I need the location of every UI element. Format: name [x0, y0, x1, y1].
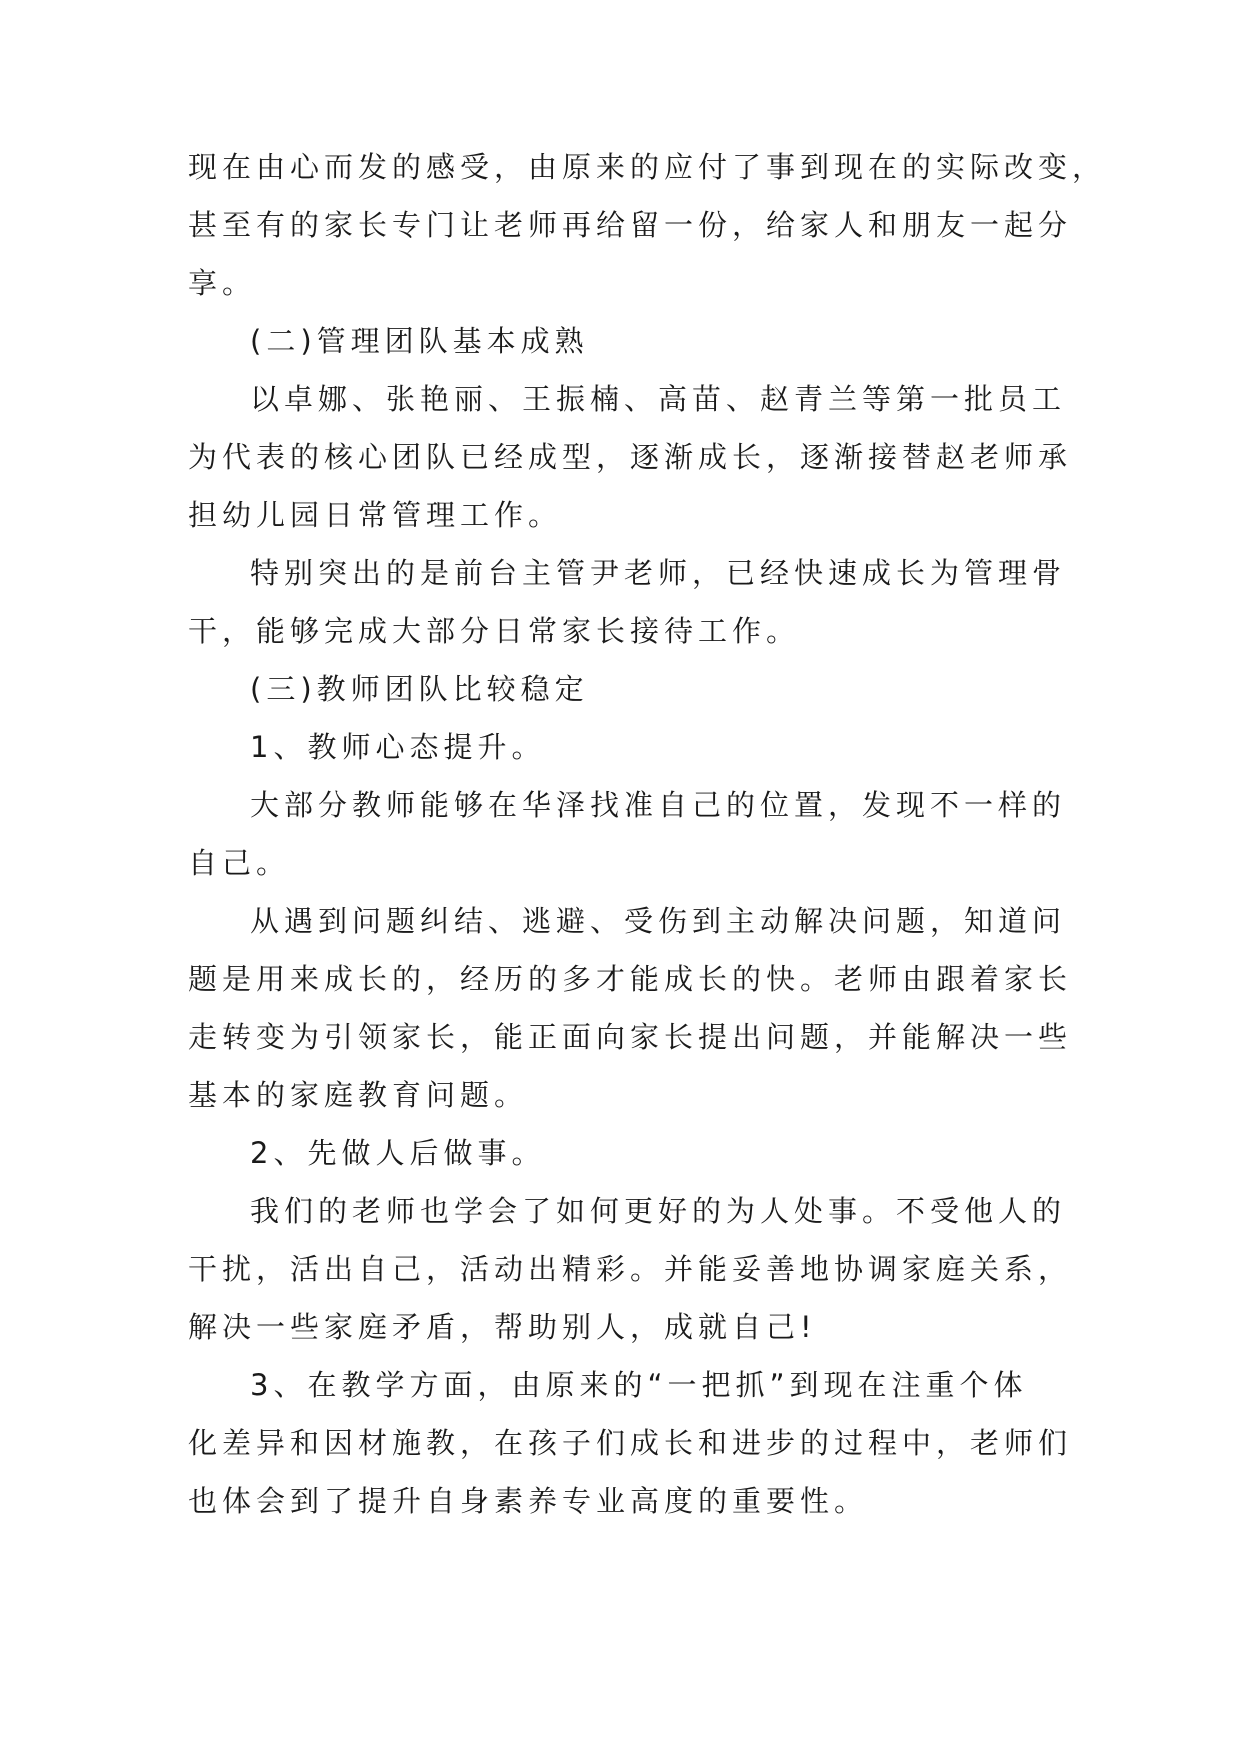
text-line: 基本的家庭教育问题。 [188, 1078, 529, 1112]
subheading-be-person-first: 2、先做人后做事。 [250, 1136, 546, 1170]
text-line: 以卓娜、张艳丽、王振楠、高苗、赵青兰等第一批员工 [250, 382, 1067, 416]
text-line: 化差异和因材施教，在孩子们成长和进步的过程中，老师们 [188, 1426, 1073, 1460]
text-line: 也体会到了提升自身素养专业高度的重要性。 [188, 1484, 869, 1518]
text-line: 为代表的核心团队已经成型，逐渐成长，逐渐接替赵老师承 [188, 440, 1073, 474]
text-line: 现在由心而发的感受，由原来的应付了事到现在的实际改变， [188, 150, 1107, 184]
text-line: 干扰，活出自己，活动出精彩。并能妥善地协调家庭关系， [188, 1252, 1073, 1286]
text-line: 甚至有的家长专门让老师再给留一份，给家人和朋友一起分 [188, 208, 1073, 242]
text-line: 干，能够完成大部分日常家长接待工作。 [188, 614, 801, 648]
section-heading-management-team: (二)管理团队基本成熟 [250, 324, 589, 358]
text-line: 解决一些家庭矛盾，帮助别人，成就自己! [188, 1310, 817, 1344]
text-line: 担幼儿园日常管理工作。 [188, 498, 563, 532]
text-line: 享。 [188, 266, 257, 300]
section-heading-teacher-team: (三)教师团队比较稳定 [250, 672, 589, 706]
text-line: 走转变为引领家长，能正面向家长提出问题，并能解决一些 [188, 1020, 1073, 1054]
text-line: 自己。 [188, 846, 291, 880]
text-line: 从遇到问题纠结、逃避、受伤到主动解决问题，知道问 [250, 904, 1067, 938]
text-line: 题是用来成长的，经历的多才能成长的快。老师由跟着家长 [188, 962, 1073, 996]
subheading-teacher-mindset: 1、教师心态提升。 [250, 730, 546, 764]
text-line: 特别突出的是前台主管尹老师，已经快速成长为管理骨 [250, 556, 1067, 590]
text-line: 我们的老师也学会了如何更好的为人处事。不受他人的 [250, 1194, 1067, 1228]
text-line: 大部分教师能够在华泽找准自己的位置，发现不一样的 [250, 788, 1067, 822]
subheading-teaching: 3、在教学方面，由原来的“一把抓”到现在注重个体 [250, 1368, 1028, 1402]
